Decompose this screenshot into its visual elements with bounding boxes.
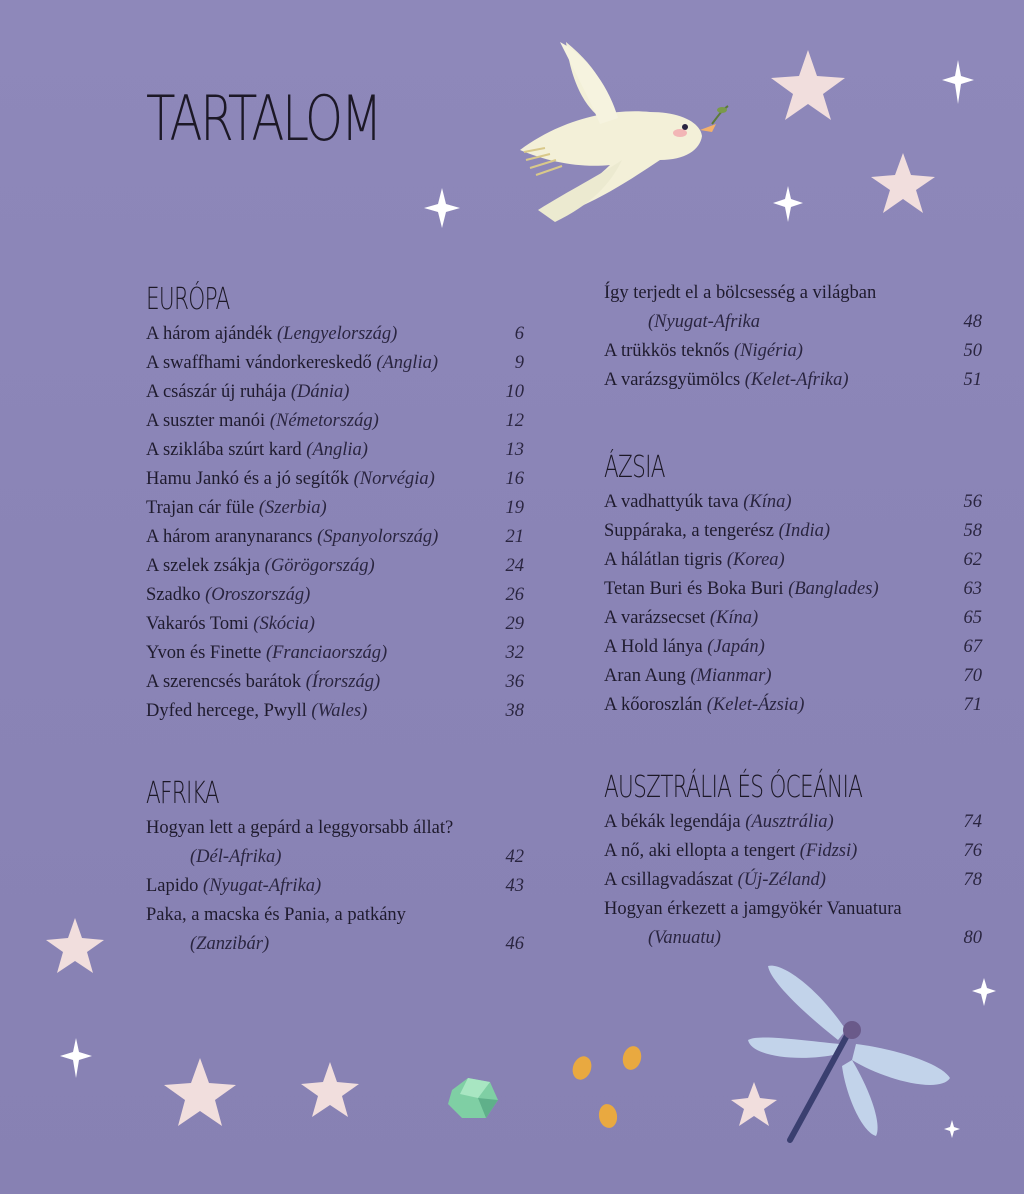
entry-title: A varázsgyümölcs: [604, 370, 745, 390]
entry-country: (Kína): [743, 492, 792, 512]
entries-europa: [146, 320, 524, 726]
entry-page-number: 65: [963, 608, 982, 628]
entry-country: (Szerbia): [258, 498, 327, 518]
entry-title: Trajan cár füle: [146, 498, 259, 518]
toc-entry: [604, 575, 982, 604]
entry-country: (Banglades): [788, 579, 879, 599]
entry-country: (Mianmar): [690, 666, 772, 686]
toc-entry: [146, 407, 524, 436]
section-heading-europa: EURÓPA: [146, 282, 230, 317]
entry-page-number: 43: [505, 876, 524, 896]
entry-page-number: 51: [963, 370, 982, 390]
entry-page-number: 58: [963, 521, 982, 541]
toc-entry: [604, 808, 982, 837]
toc-entry: [146, 523, 524, 552]
entry-page-number: 76: [963, 841, 982, 861]
toc-entry: [604, 662, 982, 691]
toc-entry: [146, 668, 524, 697]
entry-title: Szadko: [146, 585, 206, 605]
entry-title: A Hold lánya: [604, 637, 708, 657]
entry-country: (Oroszország): [205, 585, 311, 605]
entries-azsia: [604, 488, 982, 720]
entry-title: Tetan Buri és Boka Buri: [604, 579, 789, 599]
entry-title: A trükkös teknős: [604, 341, 735, 361]
entry-page-number: 16: [505, 469, 524, 489]
section-azsia: [604, 450, 982, 720]
entry-country: (Norvégia): [353, 469, 435, 489]
entry-page-number: 48: [963, 312, 982, 332]
entry-country: (Wales): [311, 701, 368, 721]
toc-entry: [146, 814, 524, 872]
entry-page-number: 6: [514, 324, 524, 344]
entry-page-number: 29: [505, 614, 524, 634]
entry-country: (Nyugat-Afrika): [203, 876, 322, 896]
entry-country: (Fidzsi): [799, 841, 858, 861]
toc-entry: [604, 366, 982, 395]
entry-country: (India): [778, 521, 831, 541]
toc-entry: [604, 546, 982, 575]
entry-country: (Új-Zéland): [737, 870, 826, 890]
gem-illustration: [448, 1078, 498, 1118]
toc-entry: [146, 697, 524, 726]
entry-title: A szerencsés barátok: [146, 672, 306, 692]
entry-page-number: 32: [505, 643, 524, 663]
entry-page-number: 70: [963, 666, 982, 686]
entry-country: (Nyugat-Afrika: [648, 312, 761, 332]
entry-page-number: 46: [505, 934, 524, 954]
entries-afrika-continued: [604, 279, 982, 395]
toc-entry: [604, 337, 982, 366]
toc-entry: [604, 895, 982, 953]
dove-illustration: [520, 42, 728, 222]
entry-title: Hogyan érkezett a jamgyökér Vanuatura: [604, 899, 902, 919]
toc-entry: [146, 872, 524, 901]
entry-page-number: 78: [963, 870, 982, 890]
entry-title: A sziklába szúrt kard: [146, 440, 307, 460]
section-afrika: [146, 776, 524, 959]
entry-page-number: 71: [963, 695, 982, 715]
entry-page-number: 12: [505, 411, 524, 431]
entry-country: (Spanyolország): [317, 527, 439, 547]
entry-country: (Vanuatu): [648, 928, 721, 948]
entry-page-number: 56: [963, 492, 982, 512]
entry-title: A suszter manói: [146, 411, 270, 431]
entry-title: Hamu Jankó és a jó segítők: [146, 469, 354, 489]
entry-page-number: 42: [505, 847, 524, 867]
entry-title: Lapido: [146, 876, 204, 896]
entry-page-number: 62: [963, 550, 982, 570]
entry-page-number: 67: [963, 637, 982, 657]
entry-page-number: 38: [505, 701, 524, 721]
toc-entry: [146, 320, 524, 349]
toc-entry: [146, 901, 524, 959]
entry-country: (Anglia): [306, 440, 368, 460]
entry-title: A kőoroszlán: [604, 695, 707, 715]
entry-country: (Írország): [305, 672, 381, 692]
toc-entry: [146, 378, 524, 407]
toc-entry: [604, 866, 982, 895]
entry-page-number: 10: [505, 382, 524, 402]
toc-entry: [604, 633, 982, 662]
toc-entry: [146, 436, 524, 465]
entry-page-number: 24: [505, 556, 524, 576]
entry-title: A hálátlan tigris: [604, 550, 727, 570]
entry-country: (Ausztrália): [745, 812, 834, 832]
entry-title: Dyfed hercege, Pwyll: [146, 701, 312, 721]
entry-country: (Kelet-Ázsia): [706, 695, 805, 715]
toc-entry: [146, 581, 524, 610]
entry-page-number: 21: [505, 527, 524, 547]
section-afrika-continued: [604, 279, 982, 395]
entry-title: Paka, a macska és Pania, a patkány: [146, 905, 406, 925]
entry-country: (Kína): [709, 608, 759, 628]
entry-country: (Japán): [707, 637, 765, 657]
entry-page-number: 50: [963, 341, 982, 361]
entry-title: Yvon és Finette: [146, 643, 266, 663]
entry-title: A nő, aki ellopta a tengert: [604, 841, 800, 861]
entry-title: Így terjedt el a bölcsesség a világban: [604, 283, 877, 303]
section-europa: [146, 282, 524, 726]
entry-page-number: 19: [505, 498, 524, 518]
entry-title: A swaffhami vándorkereskedő: [146, 353, 377, 373]
entry-title: A csillagvadászat: [604, 870, 738, 890]
entry-country: (Zanzibár): [190, 934, 270, 954]
entry-country: (Franciaország): [265, 643, 388, 663]
entry-title: A vadhattyúk tava: [604, 492, 744, 512]
entry-title: Aran Aung: [604, 666, 691, 686]
entry-title: A varázsecset: [604, 608, 710, 628]
entry-country: (Kelet-Afrika): [744, 370, 849, 390]
entry-page-number: 63: [963, 579, 982, 599]
entry-country: (Korea): [726, 550, 785, 570]
entry-title: A szelek zsákja: [146, 556, 265, 576]
toc-entry: [146, 349, 524, 378]
entries-afrika: [146, 814, 524, 959]
entry-title: Vakarós Tomi: [146, 614, 254, 634]
entry-country: (Németország): [269, 411, 379, 431]
toc-entry: [146, 494, 524, 523]
entry-title: A békák legendája: [604, 812, 746, 832]
entry-page-number: 36: [505, 672, 524, 692]
entry-country: (Lengyelország): [277, 324, 398, 344]
entry-country: (Görögország): [264, 556, 375, 576]
toc-entry: [604, 837, 982, 866]
entry-country: (Nigéria): [734, 341, 803, 361]
section-heading-azsia: ÁZSIA: [604, 450, 665, 485]
toc-entry: [604, 279, 982, 337]
entry-title: Hogyan lett a gepárd a leggyorsabb állat?: [146, 818, 454, 838]
entry-country: (Anglia): [376, 353, 438, 373]
entry-page-number: 26: [505, 585, 524, 605]
section-heading-afrika: AFRIKA: [146, 776, 219, 811]
entry-title: A három aranynarancs: [146, 527, 318, 547]
entry-title: A császár új ruhája: [146, 382, 291, 402]
coins: [569, 1044, 643, 1129]
entry-page-number: 80: [963, 928, 982, 948]
toc-entry: [604, 691, 982, 720]
entry-page-number: 9: [514, 353, 524, 373]
entry-page-number: 13: [505, 440, 524, 460]
entry-country: (Dél-Afrika): [190, 847, 282, 867]
toc-entry: [146, 552, 524, 581]
entry-page-number: 74: [963, 812, 982, 832]
entry-country: (Skócia): [253, 614, 315, 634]
toc-entry: [604, 517, 982, 546]
toc-entry: [146, 610, 524, 639]
page-title: TARTALOM: [146, 82, 381, 155]
dragonfly-illustration: [748, 966, 950, 1140]
toc-entry: [146, 465, 524, 494]
entry-title: Suppáraka, a tengerész: [604, 521, 779, 541]
entries-ausztralia: [604, 808, 982, 953]
entry-title: A három ajándék: [146, 324, 277, 344]
section-ausztralia: [604, 770, 982, 953]
entry-country: (Dánia): [290, 382, 350, 402]
section-heading-ausztralia: AUSZTRÁLIA ÉS ÓCEÁNIA: [604, 770, 863, 805]
toc-entry: [604, 488, 982, 517]
toc-entry: [604, 604, 982, 633]
toc-entry: [146, 639, 524, 668]
